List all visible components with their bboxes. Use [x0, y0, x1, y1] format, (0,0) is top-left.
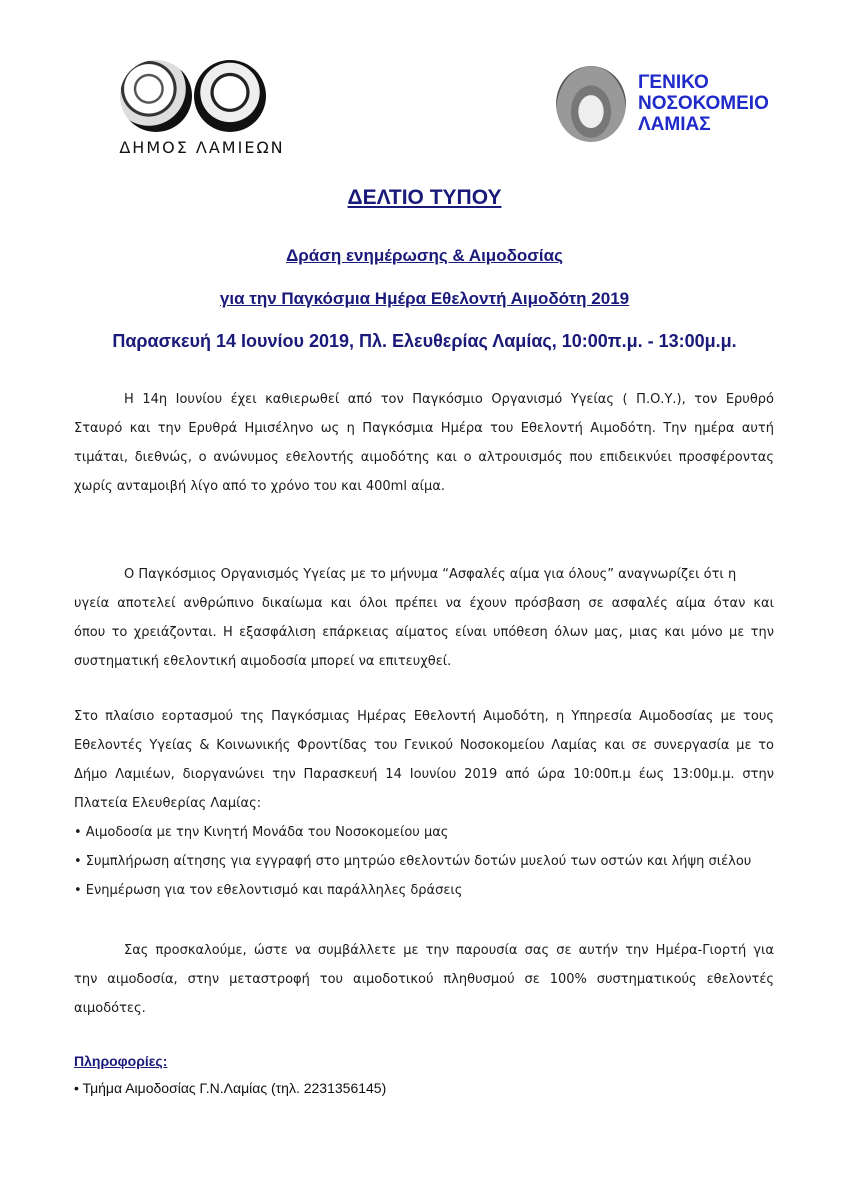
hospital-logo	[556, 66, 776, 146]
paragraph-line: υγεία αποτελεί ανθρώπινο δικαίωμα και όλοι πρέπει να έχουν πρόσβαση σε ασφαλές αίμα όταν και	[74, 596, 774, 611]
hospital-name-line: ΛΑΜΙΑΣ	[638, 114, 711, 135]
subtitle-action: Δράση ενημέρωσης & Αιμοδοσίας	[286, 246, 563, 265]
hospital-seal-icon	[556, 66, 626, 142]
paragraph-line: Σταυρό και την Ερυθρά Ημισέληνο ως η Παγκόσμια Ημέρα του Εθελοντή Αιμοδότη. Την ημέρα αυτή	[74, 421, 774, 436]
paragraph-line: Δήμο Λαμιέων, διοργανώνει την Παρασκευή 14 Ιουνίου 2019 από ώρα 10:00π.μ έως 13:00μ.μ. στην	[74, 767, 774, 782]
paragraph-invitation	[74, 936, 774, 1023]
paragraph-line: χωρίς ανταμοιβή λίγο από το χρόνο του και 400ml αίμα.	[74, 479, 446, 494]
paragraph-line: όπου το χρειάζονται. Η εξασφάλιση επάρκειας αίματος είναι υπόθεση όλων μας, μιας και μόνο με την	[74, 625, 774, 640]
bullet-item: • Συμπλήρωση αίτησης για εγγραφή στο μητρώο εθελοντών δοτών μυελού των οστών και λήψη σιέλου	[74, 854, 752, 869]
municipality-name: ΔΗΜΟΣ ΛΑΜΙΕΩΝ	[119, 138, 285, 157]
bullet-item: • Ενημέρωση για τον εθελοντισμό και παράλληλες δράσεις	[74, 883, 463, 898]
coin-amphora-icon	[120, 60, 192, 132]
document-title: ΔΕΛΤΙΟ ΤΥΠΟΥ	[347, 186, 502, 209]
paragraph-line: αιμοδότες.	[74, 1001, 146, 1016]
paragraph-line: τιμάται, διεθνώς, ο ανώνυμος εθελοντής αιμοδότης και ο αλτρουισμός που επιδεικνύει προσφέροντας	[74, 450, 774, 465]
info-contact: • Τμήμα Αιμοδοσίας Γ.Ν.Λαμίας (τηλ. 2231356145)	[74, 1080, 387, 1096]
paragraph-line: Ο Παγκόσμιος Οργανισμός Υγείας με το μήνυμα “Ασφαλές αίμα για όλους” αναγνωρίζει ότι η	[124, 567, 737, 582]
bullet-item: • Αιμοδοσία με την Κινητή Μονάδα του Νοσοκομείου μας	[74, 825, 449, 840]
municipality-logo	[112, 58, 292, 158]
paragraph-line: την αιμοδοσία, στην μεταστροφή του αιμοδοτικού πληθυσμού σε 100% συστηματικούς εθελοντές	[74, 972, 774, 987]
paragraph-line: συστηματική εθελοντική αιμοδοσία μπορεί να επιτευχθεί.	[74, 654, 452, 669]
paragraph-line: Πλατεία Ελευθερίας Λαμίας:	[74, 796, 262, 811]
paragraph-line: Εθελοντές Υγείας & Κοινωνικής Φροντίδας του Γενικού Νοσοκομείου Λαμίας και σε συνεργασία με το	[74, 738, 774, 753]
paragraph-who	[74, 560, 774, 676]
paragraph-event	[74, 702, 774, 905]
hospital-name-line: ΓΕΝΙΚΟ	[638, 72, 709, 93]
paragraph-line: Η 14η Ιουνίου έχει καθιερωθεί από τον Παγκόσμιο Οργανισμό Υγείας ( Π.Ο.Υ.), τον Ερυθρό	[124, 392, 774, 407]
hospital-name	[638, 72, 769, 135]
info-heading: Πληροφορίες:	[74, 1053, 168, 1069]
paragraph-intro	[74, 385, 774, 501]
ancient-coins-image	[120, 58, 280, 138]
event-details: Παρασκευή 14 Ιουνίου 2019, Πλ. Ελευθερίας Λαμίας, 10:00π.μ. - 13:00μ.μ.	[112, 331, 737, 351]
subtitle-day: για την Παγκόσμια Ημέρα Εθελοντή Αιμοδότη 2019	[219, 289, 630, 308]
paragraph-line: Στο πλαίσιο εορτασμού της Παγκόσμιας Ημέρας Εθελοντή Αιμοδότη, η Υπηρεσία Αιμοδοσίας με τους	[74, 709, 774, 724]
paragraph-line: Σας προσκαλούμε, ώστε να συμβάλλετε με την παρουσία σας σε αυτήν την Ημέρα-Γιορτή για	[124, 943, 774, 958]
coin-head-icon	[194, 60, 266, 132]
hospital-name-line: ΝΟΣΟΚΟΜΕΙΟ	[638, 93, 769, 114]
